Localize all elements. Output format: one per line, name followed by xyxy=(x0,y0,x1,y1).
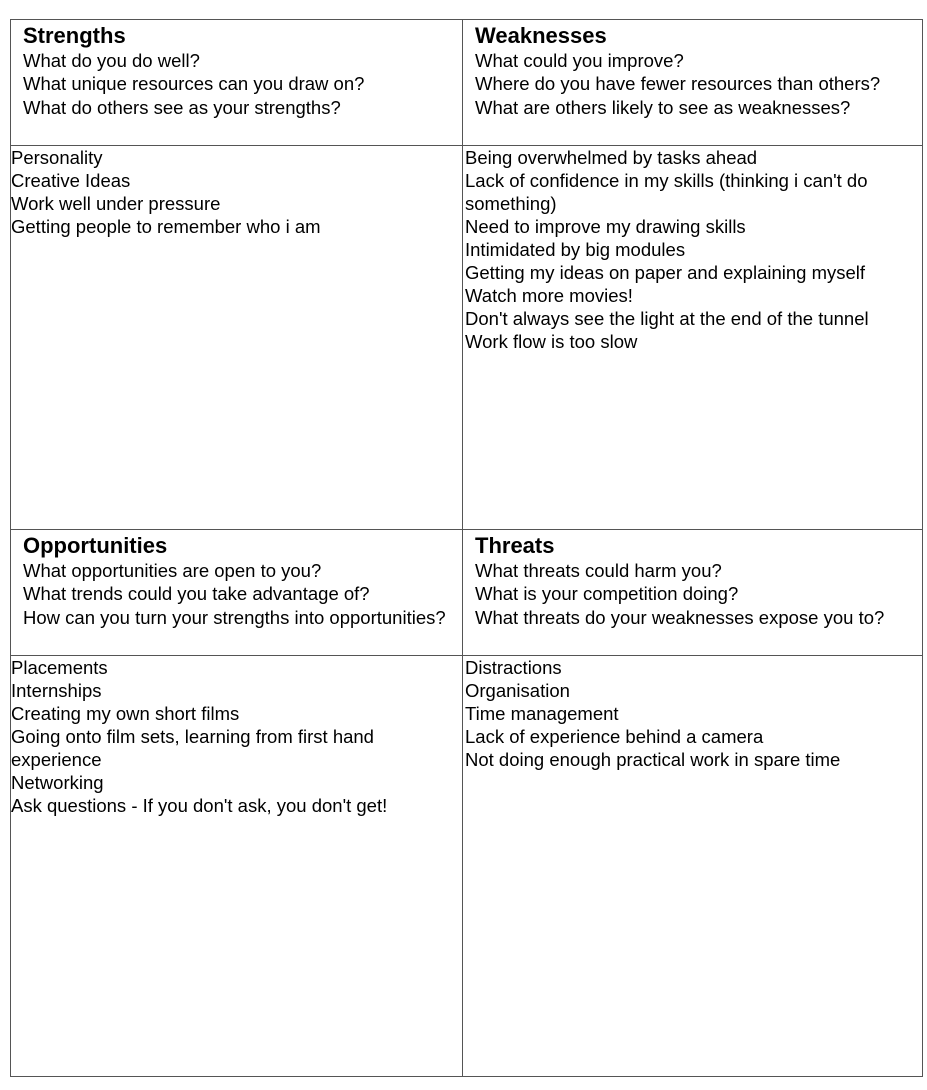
strengths-entry: Getting people to remember who i am xyxy=(11,216,321,237)
weaknesses-prompt: Where do you have fewer resources than others? xyxy=(475,73,881,95)
threats-prompts xyxy=(475,559,903,629)
strengths-prompt: What do you do well? xyxy=(23,50,200,71)
strengths-entries xyxy=(11,146,462,238)
opportunities-entry: Placements xyxy=(11,657,108,678)
opportunities-entry: Creating my own short films xyxy=(11,703,240,724)
weaknesses-entry: Watch more movies! xyxy=(465,285,633,306)
strengths-entry: Personality xyxy=(11,147,103,168)
strengths-entry: Work well under pressure xyxy=(11,193,221,214)
weaknesses-prompts xyxy=(475,49,893,119)
weaknesses-entry: Being overwhelmed by tasks ahead xyxy=(465,147,758,168)
threats-entry: Lack of experience behind a camera xyxy=(465,726,764,747)
weaknesses-entry: Intimidated by big modules xyxy=(465,239,686,260)
weaknesses-prompt: What could you improve? xyxy=(475,50,684,71)
weaknesses-header-cell xyxy=(463,20,893,145)
threats-prompt: What threats do your weaknesses expose you to? xyxy=(475,606,885,628)
strengths-prompt: What do others see as your strengths? xyxy=(23,96,341,118)
threats-entry: Distractions xyxy=(465,657,562,678)
strengths-entry: Creative Ideas xyxy=(11,170,131,191)
strengths-entries-cell xyxy=(11,146,462,529)
threats-entries-cell xyxy=(465,656,923,1076)
strengths-prompt: What unique resources can you draw on? xyxy=(23,73,365,95)
strengths-prompts xyxy=(23,49,462,119)
weaknesses-entry: Getting my ideas on paper and explaining myself xyxy=(465,262,866,283)
opportunities-entry: Networking xyxy=(11,772,104,793)
threats-entry: Not doing enough practical work in spare time xyxy=(465,749,841,770)
strengths-header-cell xyxy=(11,20,462,145)
opportunities-prompt: How can you turn your strengths into opportunities? xyxy=(23,606,446,628)
threats-header-cell xyxy=(463,530,903,655)
threats-title: Threats xyxy=(475,533,555,558)
weaknesses-entry: Don't always see the light at the end of the tunnel xyxy=(465,308,869,329)
weaknesses-entry: Work flow is too slow xyxy=(465,331,638,352)
swot-grid xyxy=(10,19,923,1077)
threats-prompt: What is your competition doing? xyxy=(475,583,739,605)
opportunities-header-cell xyxy=(11,530,462,655)
weaknesses-entry: Lack of confidence in my skills (thinking i can't do something) xyxy=(465,170,868,214)
opportunities-entry: Internships xyxy=(11,680,102,701)
opportunities-entry: Going onto film sets, learning from first hand experience xyxy=(11,726,374,770)
opportunities-title: Opportunities xyxy=(23,533,168,558)
weaknesses-prompt: What are others likely to see as weaknesses? xyxy=(475,96,851,118)
weaknesses-entries-cell xyxy=(465,146,923,529)
weaknesses-entry: Need to improve my drawing skills xyxy=(465,216,746,237)
threats-prompt: What threats could harm you? xyxy=(475,560,722,581)
threats-entry: Time management xyxy=(465,703,619,724)
opportunities-prompts xyxy=(23,559,462,629)
threats-entries xyxy=(465,656,923,771)
opportunities-entries xyxy=(11,656,456,817)
opportunities-prompt: What opportunities are open to you? xyxy=(23,560,322,581)
strengths-title: Strengths xyxy=(23,23,126,48)
weaknesses-entries xyxy=(465,146,923,353)
opportunities-entries-cell xyxy=(11,656,456,1076)
opportunities-prompt: What trends could you take advantage of? xyxy=(23,583,370,605)
threats-entry: Organisation xyxy=(465,680,570,701)
opportunities-entry: Ask questions - If you don't ask, you don't get! xyxy=(11,795,388,816)
weaknesses-title: Weaknesses xyxy=(475,23,607,48)
